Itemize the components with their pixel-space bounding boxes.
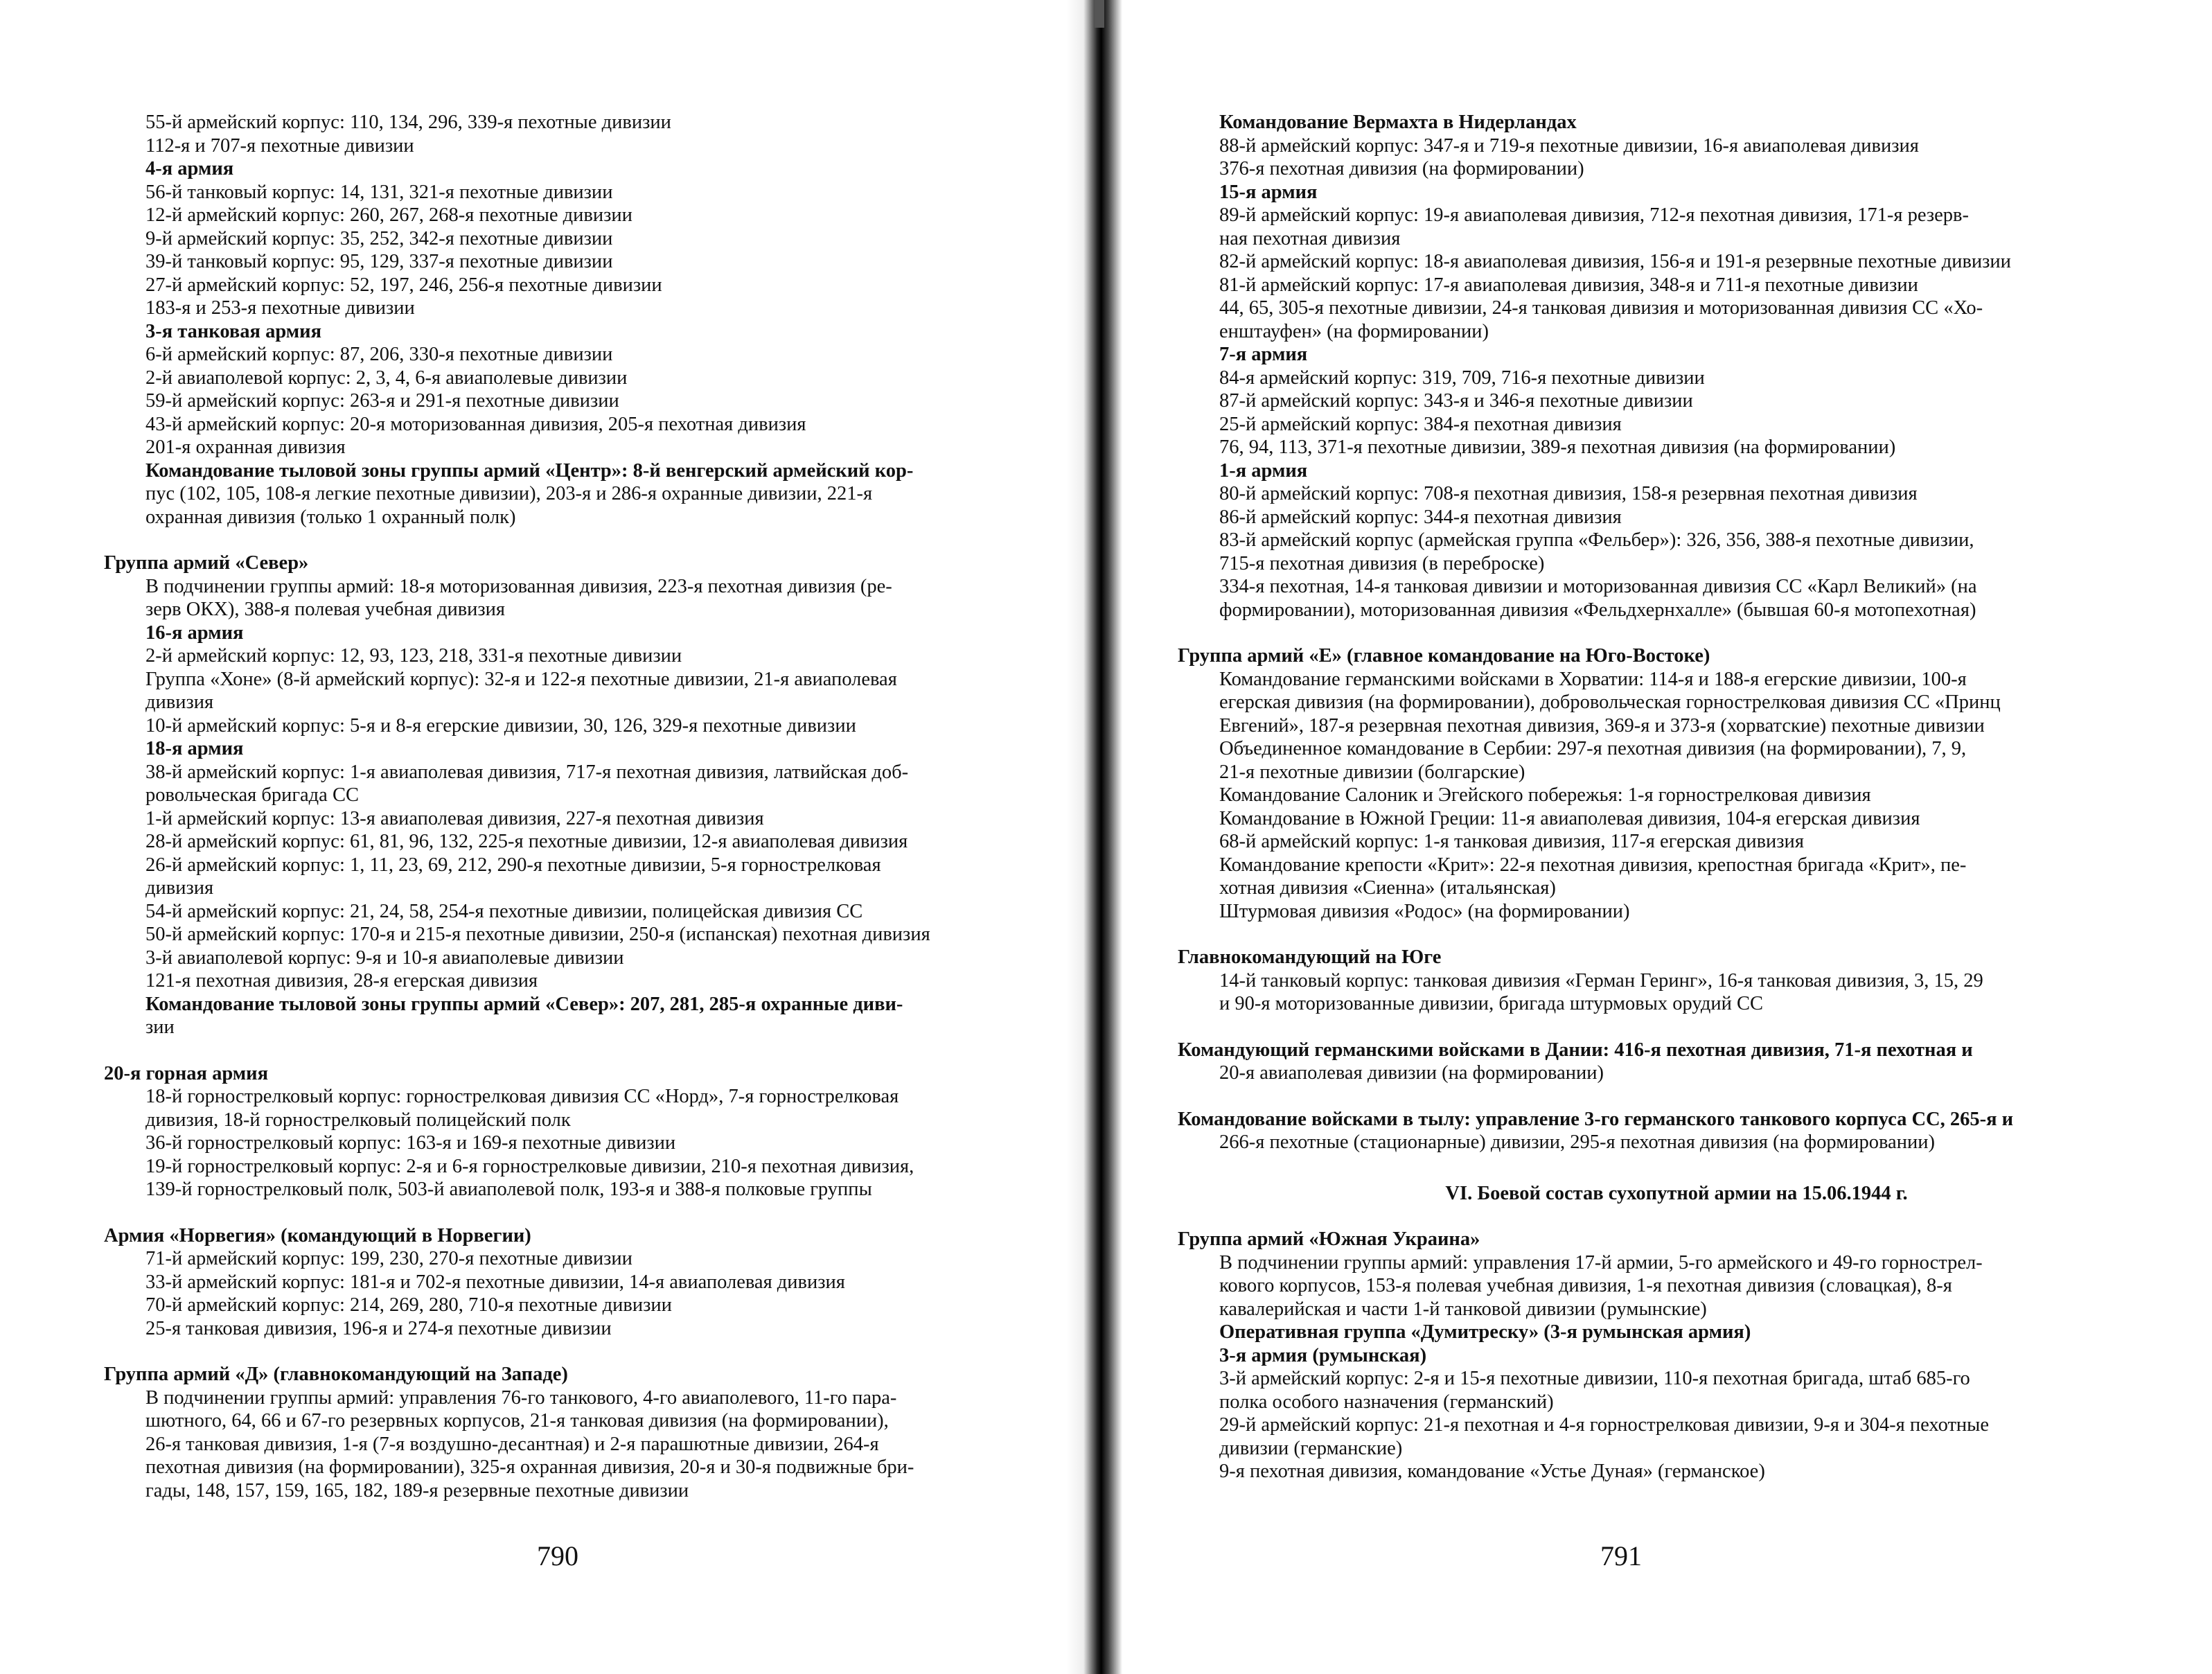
text-line: 2-й авиаполевой корпус: 2, 3, 4, 6-я авиаполевые дивизии xyxy=(145,367,628,389)
text-line: зерв ОКХ), 388-я полевая учебная дивизия xyxy=(145,599,506,620)
text-line: Командование германскими войсками в Хорватии: 114-я и 188-я егерские дивизии, 100-я xyxy=(1219,668,1967,690)
text-line: Группа армий «Д» (главнокомандующий на Западе) xyxy=(104,1364,568,1385)
text-line: 9-й армейский корпус: 35, 252, 342-я пехотные дивизии xyxy=(145,227,613,249)
text-line: 3-я армия (румынская) xyxy=(1219,1344,1427,1366)
gutter-mark xyxy=(1095,0,1104,28)
text-line: 3-й армейский корпус: 2-я и 15-я пехотные дивизии, 110-я пехотная бригада, штаб 685-го xyxy=(1219,1368,1970,1389)
text-line: 14-й танковый корпус: танковая дивизия «Герман Геринг», 16-я танковая дивизия, 3, 15, 29 xyxy=(1219,969,1983,992)
text-line: 56-й танковый корпус: 14, 131, 321-я пехотные дивизии xyxy=(145,181,613,203)
text-line: 54-й армейский корпус: 21, 24, 58, 254-я пехотные дивизии, полицейская дивизия СС xyxy=(145,900,863,922)
text-line: 7-я армия xyxy=(1219,344,1308,365)
text-line: 44, 65, 305-я пехотные дивизии, 24-я танковая дивизия и моторизованная дивизия СС «Хо- xyxy=(1219,297,1983,319)
text-line: 1-я армия xyxy=(1219,459,1308,482)
text-line: 334-я пехотная, 14-я танковая дивизии и моторизованная дивизия СС «Карл Великий» (на xyxy=(1219,576,1977,597)
text-line: 1-й армейский корпус: 13-я авиаполевая дивизия, 227-я пехотная дивизия xyxy=(145,807,764,829)
text-line: ровольческая бригада СС xyxy=(145,784,359,806)
text-line: охранная дивизия (только 1 охранный полк) xyxy=(145,506,516,528)
text-line: кового корпусов, 153-я полевая учебная дивизия, 1-я пехотная дивизия (словацкая), 8-я xyxy=(1219,1275,1952,1296)
text-line: 4-я армия xyxy=(145,158,234,179)
text-line: Командование в Южной Греции: 11-я авиаполевая дивизия, 104-я егерская дивизия xyxy=(1219,807,1920,829)
text-line: 70-й армейский корпус: 214, 269, 280, 710-я пехотные дивизии xyxy=(145,1294,672,1316)
text-line: 16-я армия xyxy=(145,622,244,644)
text-line: 76, 94, 113, 371-я пехотные дивизии, 389-я пехотная дивизия (на формировании) xyxy=(1219,437,1896,458)
text-line: Объединенное командование в Сербии: 297-я пехотная дивизия (на формировании), 7, 9, xyxy=(1219,738,1967,759)
text-line: 84-я армейский корпус: 319, 709, 716-я пехотные дивизии xyxy=(1219,367,1705,389)
text-line: В подчинении группы армий: управления 17-й армии, 5-го армейского и 49-го горнострел- xyxy=(1219,1251,1983,1274)
text-line: 20-я авиаполевая дивизии (на формировании) xyxy=(1219,1062,1604,1084)
text-line: 59-й армейский корпус: 263-я и 291-я пехотные дивизии xyxy=(145,390,619,412)
text-line: 80-й армейский корпус: 708-я пехотная дивизия, 158-я резервная пехотная дивизия xyxy=(1219,483,1918,504)
text-line: 15-я армия xyxy=(1219,181,1318,203)
right-page-text xyxy=(1178,111,2175,1483)
text-line: 50-й армейский корпус: 170-я и 215-я пехотные дивизии, 250-я (испанская) пехотная дивизия xyxy=(145,924,930,945)
text-line: 88-й армейский корпус: 347-я и 719-я пехотные дивизии, 16-я авиаполевая дивизия xyxy=(1219,134,1919,157)
text-line: шютного, 64, 66 и 67-го резервных корпусов, 21-я танковая дивизия (на формировании), xyxy=(145,1410,889,1431)
text-line: 39-й танковый корпус: 95, 129, 337-я пехотные дивизии xyxy=(145,251,613,272)
text-line: Командующий германскими войсками в Дании: 416-я пехотная дивизия, 71-я пехотная и xyxy=(1178,1039,1973,1061)
left-page-number: 790 xyxy=(537,1540,578,1571)
text-line: 43-й армейский корпус: 20-я моторизованная дивизия, 205-я пехотная дивизия xyxy=(145,413,806,435)
text-line: 20-я горная армия xyxy=(104,1062,269,1084)
text-line: 28-й армейский корпус: 61, 81, 96, 132, 225-я пехотные дивизии, 12-я авиаполевая дивизия xyxy=(145,831,908,852)
text-line: Оперативная группа «Думитреску» (3-я румынская армия) xyxy=(1219,1321,1751,1343)
text-line: Евгений», 187-я резервная пехотная дивизия, 369-я и 373-я (хорватские) пехотные дивизии xyxy=(1219,714,1985,737)
text-line: 139-й горнострелковый полк, 503-й авиаполевой полк, 193-я и 388-я полковые группы xyxy=(145,1179,872,1200)
text-line: пехотная дивизия (на формировании), 325-я охранная дивизия, 20-я и 30-я подвижные бри- xyxy=(145,1456,914,1478)
text-line: и 90-я моторизованные дивизии, бригада штурмовых орудий СС xyxy=(1219,993,1764,1014)
text-line: 81-й армейский корпус: 17-я авиаполевая дивизия, 348-я и 711-я пехотные дивизии xyxy=(1219,274,1918,296)
text-line: 38-й армейский корпус: 1-я авиаполевая дивизия, 717-я пехотная дивизия, латвийская доб- xyxy=(145,761,909,783)
spacer xyxy=(1178,923,2175,946)
text-line: 55-й армейский корпус: 110, 134, 296, 339-я пехотные дивизии xyxy=(145,112,671,133)
text-line: 36-й горнострелковый корпус: 163-я и 169-я пехотные дивизии xyxy=(145,1132,676,1154)
text-line: 18-й горнострелковый корпус: горнострелковая дивизия СС «Норд», 7-я горнострелковая xyxy=(145,1086,899,1107)
text-line: дивизия xyxy=(145,877,214,899)
text-line: В подчинении группы армий: 18-я моторизованная дивизия, 223-я пехотная дивизия (ре- xyxy=(145,575,892,597)
text-line: В подчинении группы армий: управления 76-го танкового, 4-го авиаполевого, 11-го пара- xyxy=(145,1386,897,1409)
text-line: Командование крепости «Крит»: 22-я пехотная дивизия, крепостная бригада «Крит», пе- xyxy=(1219,854,1967,876)
text-line: 87-й армейский корпус: 343-я и 346-я пехотные дивизии xyxy=(1219,390,1693,412)
text-line: 33-й армейский корпус: 181-я и 702-я пехотные дивизии, 14-я авиаполевая дивизия xyxy=(145,1271,845,1293)
text-line: 83-й армейский корпус (армейская группа «Фельбер»): 326, 356, 388-я пехотные дивизии, xyxy=(1219,529,1974,551)
spacer xyxy=(1178,1205,2175,1228)
text-line: VI. Боевой состав сухопутной армии на 15.06.1944 г. xyxy=(1445,1182,1908,1204)
text-line: дивизия, 18-й горнострелковый полицейский полк xyxy=(145,1109,571,1131)
text-line: 29-й армейский корпус: 21-я пехотная и 4-я горнострелковая дивизии, 9-я и 304-я пехотные xyxy=(1219,1414,1989,1436)
text-line: 25-я танковая дивизия, 196-я и 274-я пехотные дивизии xyxy=(145,1317,612,1339)
text-line: Штурмовая дивизия «Родос» (на формировании) xyxy=(1219,900,1630,922)
text-line: ная пехотная дивизия xyxy=(1219,227,1401,249)
spacer xyxy=(104,1039,1011,1062)
text-line: зии xyxy=(145,1016,175,1038)
text-line: формировании), моторизованная дивизия «Фельдхернхалле» (бывшая 60-я мотопехотная) xyxy=(1219,599,1976,621)
book-gutter-shadow xyxy=(1067,0,1122,1674)
text-line: 25-й армейский корпус: 384-я пехотная дивизия xyxy=(1219,413,1622,435)
left-page-text xyxy=(104,111,1011,1502)
text-line: Командование войсками в тылу: управление 3-го германского танкового корпуса СС, 265-я и xyxy=(1178,1108,2014,1130)
text-line: хотная дивизия «Сиенна» (итальянская) xyxy=(1219,877,1556,899)
text-line: Группа «Хоне» (8-й армейский корпус): 32-я и 122-я пехотные дивизии, 21-я авиаполевая xyxy=(145,668,897,690)
right-page-number: 791 xyxy=(1600,1540,1642,1571)
text-line: 71-й армейский корпус: 199, 230, 270-я пехотные дивизии xyxy=(145,1248,632,1269)
text-line: 112-я и 707-я пехотные дивизии xyxy=(145,134,414,157)
spacer xyxy=(104,1201,1011,1224)
text-line: 183-я и 253-я пехотные дивизии xyxy=(145,297,415,319)
text-line: дивизии (германские) xyxy=(1219,1437,1403,1459)
spacer xyxy=(104,1340,1011,1363)
text-line: 27-й армейский корпус: 52, 197, 246, 256-я пехотные дивизии xyxy=(145,274,662,296)
text-line: 9-я пехотная дивизия, командование «Устье Дуная» (германское) xyxy=(1219,1461,1765,1482)
text-line: 26-й армейский корпус: 1, 11, 23, 69, 212, 290-я пехотные дивизии, 5-я горнострелковая xyxy=(145,854,881,876)
text-line: 19-й горнострелковый корпус: 2-я и 6-я горнострелковые дивизии, 210-я пехотная дивизия, xyxy=(145,1155,914,1177)
text-line: 86-й армейский корпус: 344-я пехотная дивизия xyxy=(1219,506,1622,528)
text-line: Группа армий «Север» xyxy=(104,552,309,574)
text-line: Главнокомандующий на Юге xyxy=(1178,946,1442,968)
text-line: 3-й авиаполевой корпус: 9-я и 10-я авиаполевые дивизии xyxy=(145,946,624,969)
text-line: 68-й армейский корпус: 1-я танковая дивизия, 117-я егерская дивизия xyxy=(1219,831,1804,852)
spacer xyxy=(1178,1154,2175,1182)
spacer xyxy=(1178,1085,2175,1108)
text-line: 376-я пехотная дивизия (на формировании) xyxy=(1219,158,1584,179)
spacer xyxy=(1178,1016,2175,1039)
text-line: 12-й армейский корпус: 260, 267, 268-я пехотные дивизии xyxy=(145,204,632,226)
spacer xyxy=(1178,622,2175,644)
text-line: кавалерийская и части 1-й танковой дивизии (румынские) xyxy=(1219,1298,1707,1320)
text-line: егерская дивизия (на формировании), добровольческая горнострелковая дивизия СС «Принц xyxy=(1219,691,2001,713)
text-line: Командование Вермахта в Нидерландах xyxy=(1219,112,1577,133)
text-line: Армия «Норвегия» (командующий в Норвегии) xyxy=(104,1224,531,1246)
text-line: 82-й армейский корпус: 18-я авиаполевая дивизия, 156-я и 191-я резервные пехотные дивизии xyxy=(1219,251,2011,272)
text-line: Командование тыловой зоны группы армий «Центр»: 8-й венгерский армейский кор- xyxy=(145,459,914,482)
text-line: пус (102, 105, 108-я легкие пехотные дивизии), 203-я и 286-я охранные дивизии, 221-я xyxy=(145,483,873,504)
text-line: Группа армий «Е» (главное командование на Юго-Востоке) xyxy=(1178,645,1710,667)
text-line: 21-я пехотные дивизии (болгарские) xyxy=(1219,761,1525,783)
text-line: 201-я охранная дивизия xyxy=(145,437,346,458)
text-line: 6-й армейский корпус: 87, 206, 330-я пехотные дивизии xyxy=(145,344,613,365)
text-line: 10-й армейский корпус: 5-я и 8-я егерские дивизии, 30, 126, 329-я пехотные дивизии xyxy=(145,714,856,737)
text-line: 715-я пехотная дивизия (в переброске) xyxy=(1219,552,1545,574)
text-line: Командование Салоник и Эгейского побережья: 1-я горнострелковая дивизия xyxy=(1219,784,1871,806)
text-line: 2-й армейский корпус: 12, 93, 123, 218, 331-я пехотные дивизии xyxy=(145,645,682,667)
text-line: 89-й армейский корпус: 19-я авиаполевая дивизия, 712-я пехотная дивизия, 171-я резерв- xyxy=(1219,204,1969,226)
text-line: Командование тыловой зоны группы армий «Север»: 207, 281, 285-я охранные диви- xyxy=(145,993,903,1015)
text-line: 121-я пехотная дивизия, 28-я егерская дивизия xyxy=(145,970,538,992)
text-line: 266-я пехотные (стационарные) дивизии, 295-я пехотная дивизия (на формировании) xyxy=(1219,1131,1935,1153)
text-line: енштауфен» (на формировании) xyxy=(1219,320,1489,342)
text-line: 26-я танковая дивизия, 1-я (7-я воздушно-десантная) и 2-я парашютные дивизии, 264-я xyxy=(145,1433,879,1455)
spacer xyxy=(104,529,1011,552)
text-line: гады, 148, 157, 159, 165, 182, 189-я резервные пехотные дивизии xyxy=(145,1479,689,1501)
text-line: 3-я танковая армия xyxy=(145,320,321,342)
text-line: полка особого назначения (германский) xyxy=(1219,1391,1554,1413)
text-line: 18-я армия xyxy=(145,738,244,759)
text-line: Группа армий «Южная Украина» xyxy=(1178,1228,1480,1250)
text-line: дивизия xyxy=(145,691,214,713)
